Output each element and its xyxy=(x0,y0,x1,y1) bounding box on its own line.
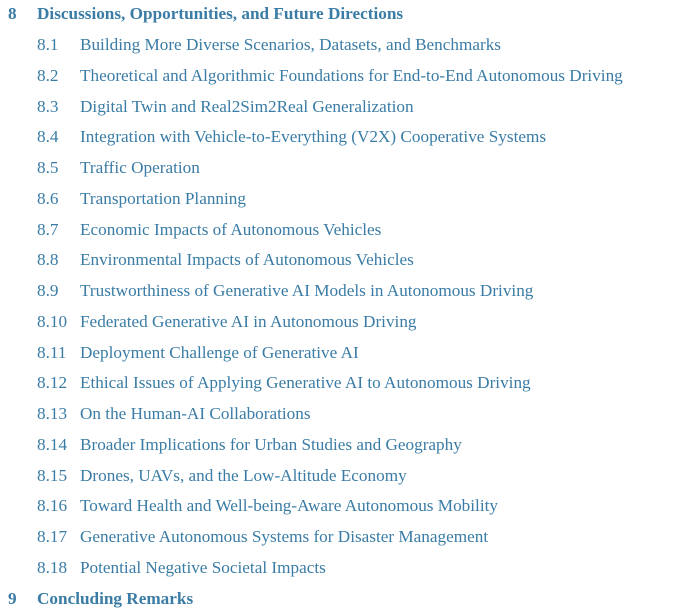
section-number: 8.16 xyxy=(37,496,68,516)
section-number: 8.10 xyxy=(37,311,68,331)
section-number: 8.9 xyxy=(37,281,59,300)
section-number: 8.3 xyxy=(37,96,59,116)
section-number: 8.6 xyxy=(37,188,59,208)
section-title[interactable]: Potential Negative Societal Impacts xyxy=(80,557,326,577)
chapter-title[interactable]: Discussions, Opportunities, and Future Directions xyxy=(37,4,404,23)
section-number: 8.13 xyxy=(37,404,68,423)
section-title[interactable]: Generative Autonomous Systems for Disaster Management xyxy=(80,527,489,546)
section-title[interactable]: Drones, UAVs, and the Low-Altitude Economy xyxy=(80,465,407,485)
section-number: 8.7 xyxy=(37,219,59,239)
section-title[interactable]: Ethical Issues of Applying Generative AI to Autonomous Driving xyxy=(80,373,531,393)
chapter-number: 8 xyxy=(8,4,17,23)
section-number: 8.17 xyxy=(37,527,68,546)
section-number: 8.12 xyxy=(37,373,68,393)
section-number: 8.15 xyxy=(37,465,68,485)
section-title[interactable]: Economic Impacts of Autonomous Vehicles xyxy=(80,219,382,239)
section-number: 8.14 xyxy=(37,434,68,454)
section-title[interactable]: On the Human-AI Collaborations xyxy=(80,404,311,423)
chapter-number: 9 xyxy=(8,588,17,608)
section-number: 8.2 xyxy=(37,65,59,85)
section-title[interactable]: Integration with Vehicle-to-Everything (V2X) Cooperative Systems xyxy=(80,127,547,147)
section-number: 8.5 xyxy=(37,158,59,177)
section-title[interactable]: Trustworthiness of Generative AI Models in Autonomous Driving xyxy=(80,281,534,300)
section-title[interactable]: Theoretical and Algorithmic Foundations for End-to-End Autonomous Driving xyxy=(80,65,623,85)
section-title[interactable]: Digital Twin and Real2Sim2Real Generalization xyxy=(80,96,414,116)
section-title[interactable]: Environmental Impacts of Autonomous Vehicles xyxy=(80,250,414,270)
chapter-title[interactable]: Concluding Remarks xyxy=(37,588,194,608)
section-number: 8.11 xyxy=(37,342,67,362)
section-title[interactable]: Transportation Planning xyxy=(80,188,246,208)
section-title[interactable]: Building More Diverse Scenarios, Datasets, and Benchmarks xyxy=(80,35,501,54)
section-number: 8.4 xyxy=(37,127,59,147)
section-number: 8.1 xyxy=(37,35,59,54)
section-title[interactable]: Broader Implications for Urban Studies and Geography xyxy=(80,434,462,454)
section-title[interactable]: Traffic Operation xyxy=(80,158,200,177)
section-number: 8.8 xyxy=(37,250,59,270)
section-number: 8.18 xyxy=(37,557,68,577)
section-title[interactable]: Toward Health and Well-being-Aware Autonomous Mobility xyxy=(80,496,498,516)
section-title[interactable]: Deployment Challenge of Generative AI xyxy=(80,342,359,362)
section-title[interactable]: Federated Generative AI in Autonomous Driving xyxy=(80,311,417,331)
